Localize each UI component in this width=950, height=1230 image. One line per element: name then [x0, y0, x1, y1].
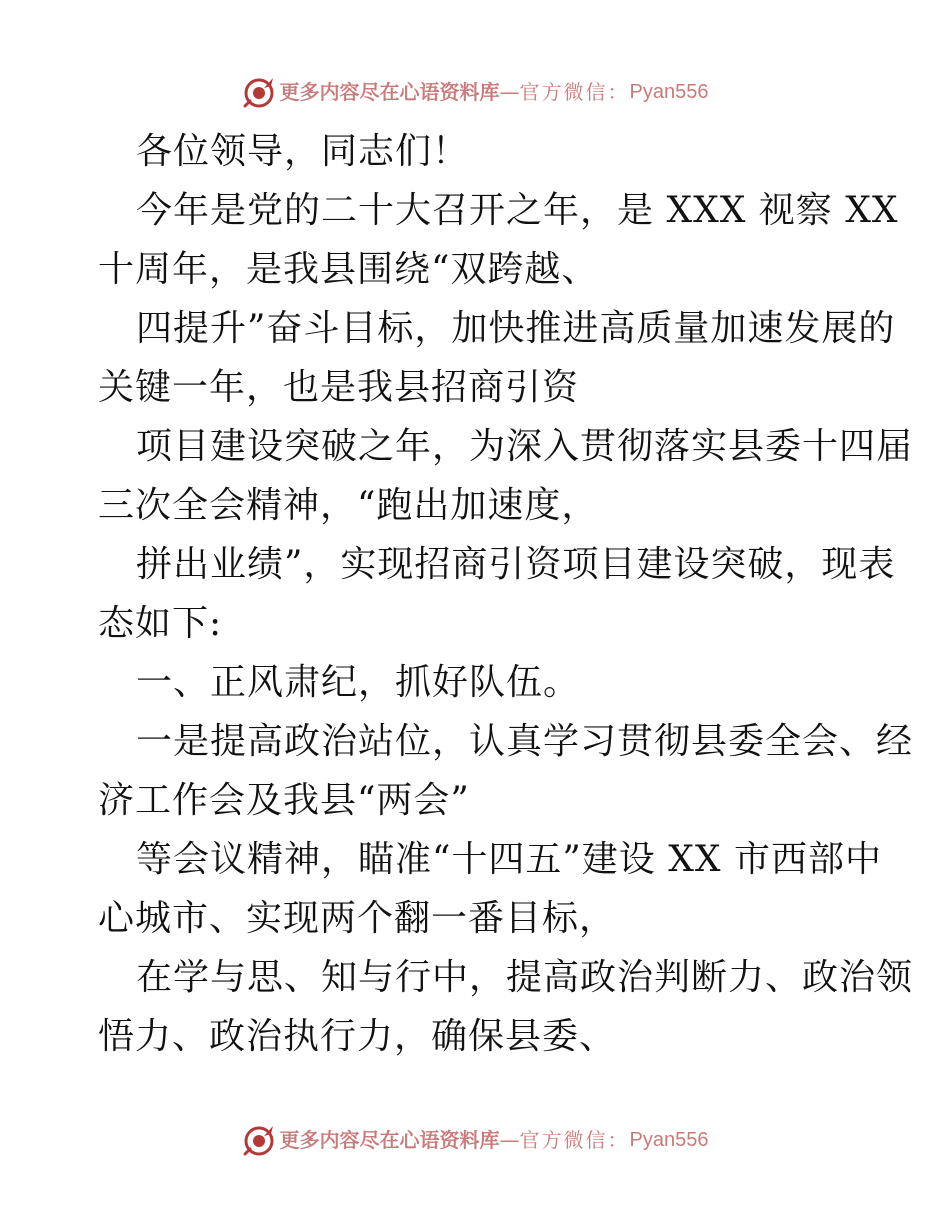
- text-line: 项目建设突破之年，为深入贯彻落实县委十四届: [136, 426, 914, 467]
- text-line: 一是提高政治站位，认真学习贯彻县委全会、经: [136, 721, 914, 762]
- text-line: 关键一年，也是我县招商引资: [98, 367, 580, 408]
- watermark-main: 更多内容尽在心语资料库: [279, 80, 500, 104]
- quill-logo-icon: [242, 75, 276, 109]
- text-line: 济工作会及我县“两会”: [98, 780, 470, 821]
- watermark-main: 更多内容尽在心语资料库: [279, 1128, 500, 1152]
- text-line: 十周年，是我县围绕“双跨越、: [98, 249, 599, 290]
- watermark-id: Pyan556: [629, 81, 709, 103]
- text-line: 三次全会精神，“跑出加速度，: [98, 485, 599, 526]
- text-line: 一、正风肃纪，抓好队伍。: [136, 662, 581, 703]
- text-line: 各位领导，同志们！: [136, 131, 470, 172]
- text-line: 心城市、实现两个翻一番目标，: [98, 898, 617, 939]
- header-watermark: [0, 72, 950, 112]
- watermark-text: [280, 82, 709, 102]
- watermark-text: [280, 1130, 709, 1150]
- text-line: 拼出业绩”，实现招商引资项目建设突破，现表: [136, 544, 896, 585]
- watermark-official: 官方微信：: [519, 80, 630, 104]
- text-line: 四提升”奋斗目标，加快推进高质量加速发展的: [136, 308, 896, 349]
- text-line: 悟力、政治执行力，确保县委、: [98, 1016, 617, 1057]
- footer-watermark: [0, 1120, 950, 1160]
- watermark-official: 官方微信：: [519, 1128, 630, 1152]
- watermark-id: Pyan556: [629, 1129, 709, 1151]
- watermark-dash: —: [499, 1128, 520, 1152]
- document-body: [98, 122, 914, 1066]
- text-line: 在学与思、知与行中，提高政治判断力、政治领: [136, 957, 914, 998]
- text-line: 等会议精神，瞄准“十四五”建设 XX 市西部中: [136, 839, 882, 880]
- text-line: 态如下:: [98, 603, 223, 644]
- watermark-dash: —: [499, 80, 520, 104]
- quill-logo-icon: [242, 1123, 276, 1157]
- text-line: 今年是党的二十大召开之年，是 XXX 视察 XX: [136, 190, 899, 231]
